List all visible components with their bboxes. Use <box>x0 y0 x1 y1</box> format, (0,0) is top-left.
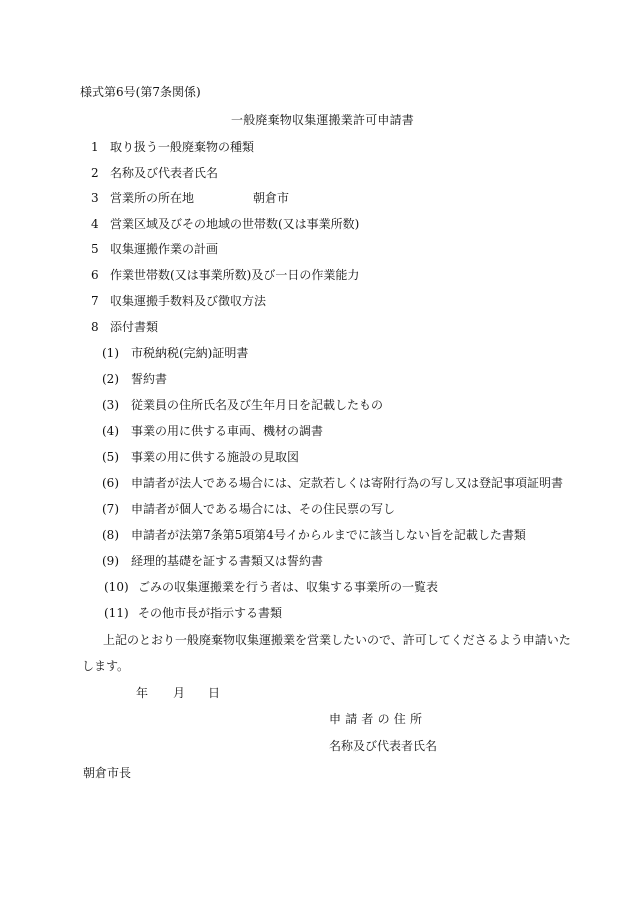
item-number: 6 <box>91 268 99 282</box>
item-number: 2 <box>91 166 99 180</box>
item-label: 営業区域及びその地域の世帯数(又は事業所数) <box>110 217 360 231</box>
date-day-label: 日 <box>208 686 221 700</box>
attachment-number: (5) <box>102 450 119 464</box>
date-year-label: 年 <box>136 686 149 700</box>
attachment-number: (11) <box>104 606 129 620</box>
list-item <box>0 243 630 257</box>
attachment-number: (4) <box>102 424 119 438</box>
list-item <box>0 321 630 335</box>
list-item <box>0 192 630 206</box>
attachment-number: (3) <box>102 398 119 412</box>
attachment-number: (1) <box>102 346 119 360</box>
list-item <box>0 477 630 491</box>
attachment-label: 経理的基礎を証する書類又は誓約書 <box>131 554 324 568</box>
list-item <box>0 373 630 387</box>
list-item <box>0 399 630 413</box>
list-item <box>0 269 630 283</box>
item-number: 7 <box>91 294 99 308</box>
item-label: 収集運搬手数料及び徴収方法 <box>110 294 267 308</box>
item-number: 5 <box>91 242 99 256</box>
list-item <box>0 555 630 569</box>
attachment-number: (7) <box>102 502 119 516</box>
list-item <box>0 529 630 543</box>
attachment-label: その他市長が指示する書類 <box>138 606 283 620</box>
form-number: 様式第6号(第7条関係) <box>80 85 201 99</box>
item-label: 営業所の所在地 <box>110 191 195 205</box>
attachment-label: 従業員の住所氏名及び生年月日を記載したもの <box>131 398 384 412</box>
attachment-number: (10) <box>104 580 129 594</box>
applicant-address-label: 申請者の住所 <box>329 712 427 726</box>
office-location-value: 朝倉市 <box>253 191 290 205</box>
item-label: 収集運搬作業の計画 <box>110 242 219 256</box>
attachment-label: 誓約書 <box>131 372 168 386</box>
attachment-label: 申請者が個人である場合には、その住民票の写し <box>131 502 396 516</box>
list-item <box>0 503 630 517</box>
applicant-name-label: 名称及び代表者氏名 <box>329 739 438 753</box>
attachment-label: 申請者が法第7条第5項第4号イからルまでに該当しない旨を記載した書類 <box>131 528 526 542</box>
list-item <box>0 167 630 181</box>
attachment-label: ごみの収集運搬業を行う者は、収集する事業所の一覧表 <box>138 580 439 594</box>
document-title: 一般廃棄物収集運搬業許可申請書 <box>231 113 415 127</box>
attachment-number: (2) <box>102 372 119 386</box>
item-label: 名称及び代表者氏名 <box>110 166 219 180</box>
attachment-label: 事業の用に供する車両、機材の調書 <box>131 424 324 438</box>
item-number: 3 <box>91 191 99 205</box>
attachment-number: (8) <box>102 528 119 542</box>
item-number: 1 <box>91 140 99 154</box>
closing-statement-line-2: します。 <box>82 659 130 673</box>
list-item <box>0 347 630 361</box>
date-month-label: 月 <box>173 686 186 700</box>
list-item <box>0 581 630 595</box>
list-item <box>0 425 630 439</box>
item-number: 4 <box>91 217 99 231</box>
item-number: 8 <box>91 320 99 334</box>
list-item <box>0 218 630 232</box>
item-label: 作業世帯数(又は事業所数)及び一日の作業能力 <box>110 268 360 282</box>
list-item <box>0 295 630 309</box>
list-item <box>0 141 630 155</box>
attachment-label: 市税納税(完納)証明書 <box>131 346 249 360</box>
closing-statement-line-1: 上記のとおり一般廃棄物収集運搬業を営業したいので、許可してくださるよう申請いた <box>103 633 571 647</box>
attachment-label: 事業の用に供する施設の見取図 <box>131 450 300 464</box>
list-item <box>0 451 630 465</box>
item-label: 添付書類 <box>110 320 159 334</box>
attachment-label: 申請者が法人である場合には、定款若しくは寄附行為の写し又は登記事項証明書 <box>131 476 564 490</box>
attachment-number: (6) <box>102 476 119 490</box>
attachment-number: (9) <box>102 554 119 568</box>
list-item <box>0 607 630 621</box>
item-label: 取り扱う一般廃棄物の種類 <box>110 140 255 154</box>
addressee: 朝倉市長 <box>83 766 132 780</box>
